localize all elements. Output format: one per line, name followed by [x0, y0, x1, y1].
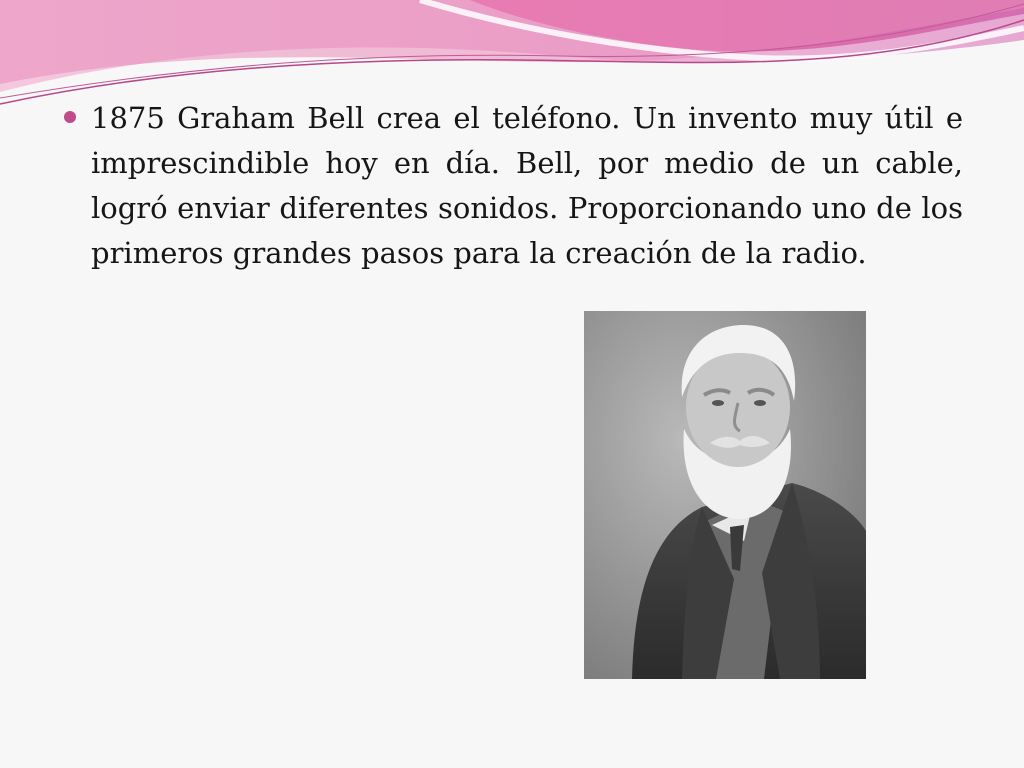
circle-bullet-icon	[64, 111, 76, 123]
content-area	[64, 96, 964, 276]
bullet-item	[64, 96, 964, 276]
bullet-text: 1875 Graham Bell crea el teléfono. Un invento muy útil e imprescindible hoy en día. Bell, por medio de un cable, logró enviar diferentes sonidos. Proporcionando uno de los primeros grandes pasos para la creación de la radio.	[91, 101, 963, 270]
portrait-photo	[584, 311, 866, 679]
